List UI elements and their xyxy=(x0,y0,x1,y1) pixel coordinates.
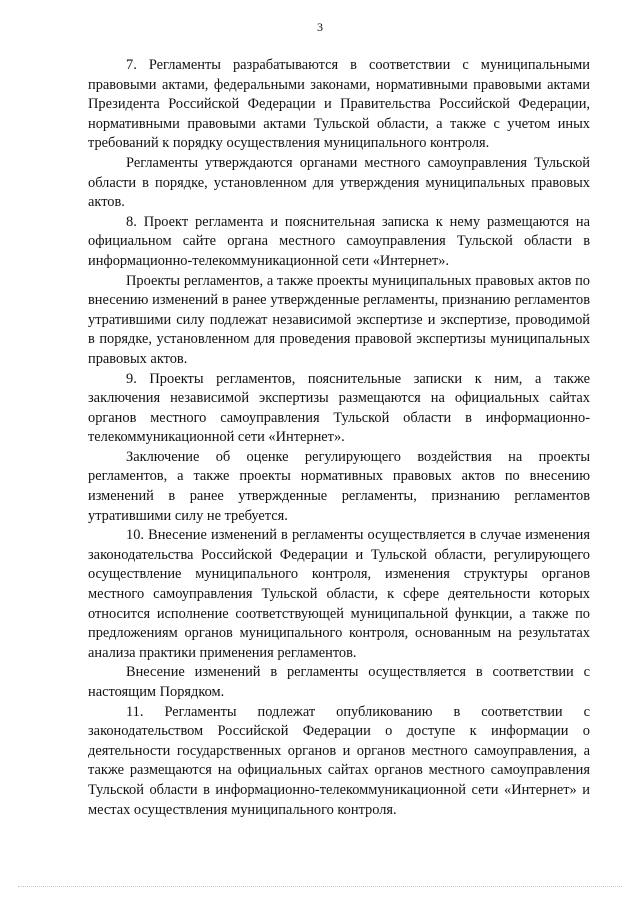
paragraph-9: 9. Проекты регламентов, пояснительные записки к ним, а также заключения независимой экспертизы размещаются на официальных сайтах органов местного самоуправления Тульской области в информационно-телекоммуникационной сети «Интернет». xyxy=(88,370,590,446)
paragraph-8: 8. Проект регламента и пояснительная записка к нему размещаются на официальном сайте органа местного самоуправления Тульской области в информационно-телекоммуникационной сети «Интернет». xyxy=(88,213,590,269)
paragraph-11: 11. Регламенты подлежат опубликованию в соответствии с законодательством Российской Федерации о доступе к информации о деятельности государственных органов и органов местного самоуправления, а также размещаются на официальных сайтах органов местного самоуправления Тульской области в информационно-телекоммуникационной сети «Интернет» и местах осуществления муниципального контроля. xyxy=(88,703,590,818)
scan-artifact-line xyxy=(18,886,622,887)
paragraph-7: 7. Регламенты разрабатываются в соответствии с муниципальными правовыми актами, федеральными законами, нормативными правовыми актами Президента Российской Федерации и Правительства Российской Федерации, нормативными правовыми актами Тульской области, а также с учетом иных требований к порядку осуществления муниципального контроля. xyxy=(88,57,590,152)
paragraph-9-regulatory-impact: Заключение об оценке регулирующего воздействия на проекты регламентов, а также проекты нормативных правовых актов по внесению изменений в ранее утвержденные регламенты, признанию регламентов утратившими силу не требуется. xyxy=(88,448,590,524)
paragraph-7-approval: Регламенты утверждаются органами местного самоуправления Тульской области в порядке, установленном для утверждения муниципальных правовых актов. xyxy=(88,154,590,211)
document-body xyxy=(88,56,590,820)
paragraph-8-expertise: Проекты регламентов, а также проекты муниципальных правовых актов по внесению изменений в ранее утвержденные регламенты, признанию регламентов утратившими силу подлежат независимой экспертизе и экспертизе, проводимой в порядке, установленном для проведения правовой экспертизы муниципальных правовых актов. xyxy=(88,272,590,367)
page-number: 3 xyxy=(317,20,323,34)
paragraph-10-procedure: Внесение изменений в регламенты осуществляется в соответствии с настоящим Порядком. xyxy=(88,664,590,700)
paragraph-10: 10. Внесение изменений в регламенты осуществляется в случае изменения законодательства Российской Федерации и Тульской области, регулирующего осуществление муниципального контроля, изменения структуры органов местного самоуправления Тульской области, к сфере деятельности которых относится исполнение соответствующей муниципальной функции, а также по предложениям органов муниципального контроля, основанным на результатах анализа практики применения регламентов. xyxy=(88,527,590,661)
